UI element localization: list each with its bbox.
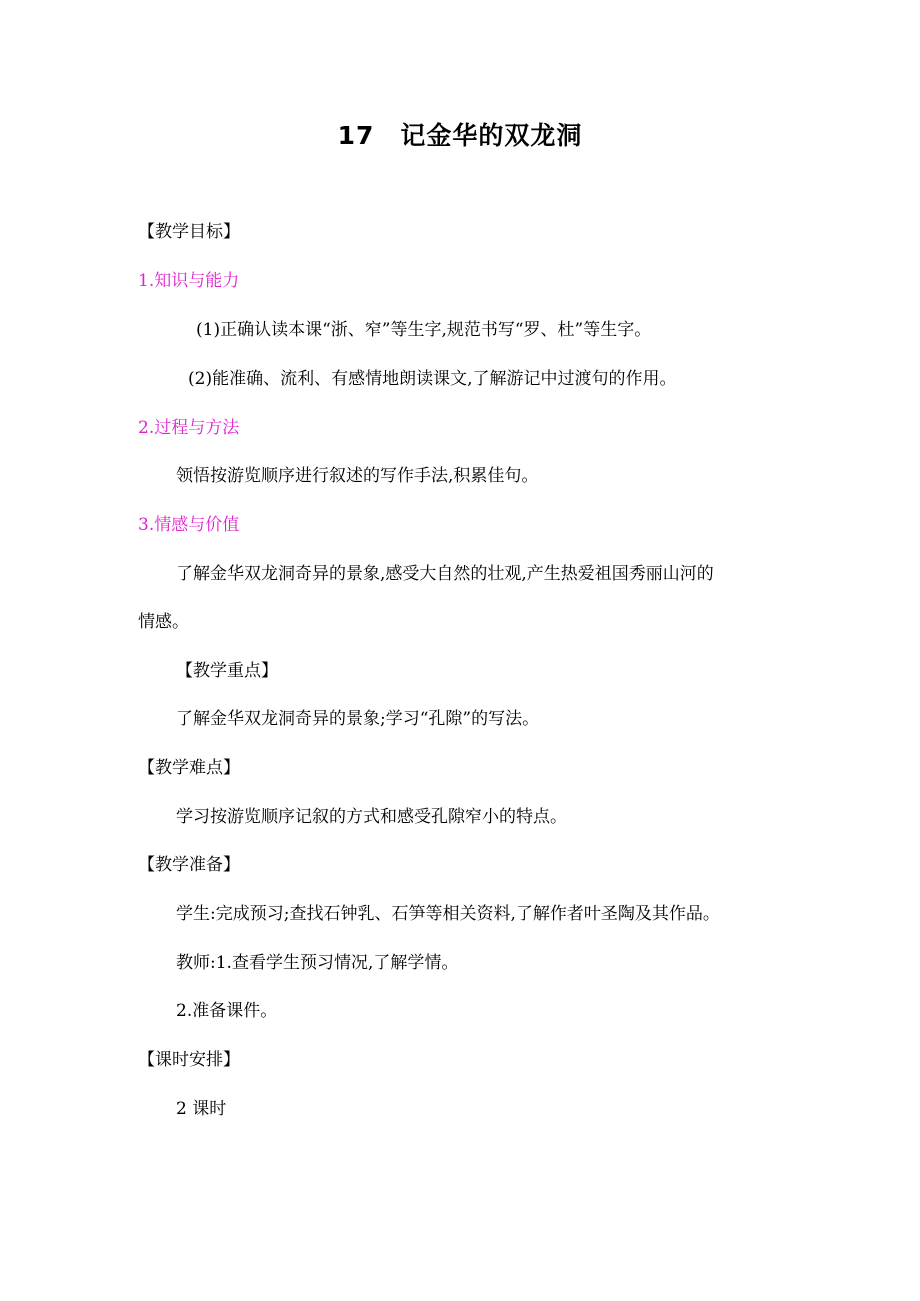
key-points-text: 了解金华双龙洞奇异的景象;学习“孔隙”的写法。 xyxy=(176,709,540,729)
knowledge-item-1: (1)正确认读本课“浙、窄”等生字,规范书写“罗、杜”等生字。 xyxy=(196,320,652,340)
knowledge-heading: 1.知识与能力 xyxy=(138,271,240,291)
knowledge-item-2: (2)能准确、流利、有感情地朗读课文,了解游记中过渡句的作用。 xyxy=(188,369,677,389)
difficulties-text: 学习按游览顺序记叙的方式和感受孔隙窄小的特点。 xyxy=(176,807,567,827)
difficulties-heading: 【教学难点】 xyxy=(138,758,240,778)
preparation-teacher-1: 教师:1.查看学生预习情况,了解学情。 xyxy=(176,953,459,973)
emotion-text-line-2: 情感。 xyxy=(138,612,189,632)
preparation-student: 学生:完成预习;查找石钟乳、石笋等相关资料,了解作者叶圣陶及其作品。 xyxy=(176,904,720,924)
schedule-text: 2 课时 xyxy=(176,1099,227,1119)
page-title: 17 记金华的双龙洞 xyxy=(337,121,583,150)
emotion-heading: 3.情感与价值 xyxy=(138,515,240,535)
preparation-teacher-2: 2.准备课件。 xyxy=(176,1001,278,1021)
key-points-heading: 【教学重点】 xyxy=(176,661,278,681)
emotion-text-line-1: 了解金华双龙洞奇异的景象,感受大自然的壮观,产生热爱祖国秀丽山河的 xyxy=(176,564,714,584)
schedule-heading: 【课时安排】 xyxy=(138,1050,240,1070)
objectives-heading: 【教学目标】 xyxy=(138,222,240,242)
process-heading: 2.过程与方法 xyxy=(138,418,240,438)
process-text: 领悟按游览顺序进行叙述的写作手法,积累佳句。 xyxy=(176,466,539,486)
preparation-heading: 【教学准备】 xyxy=(138,855,240,875)
